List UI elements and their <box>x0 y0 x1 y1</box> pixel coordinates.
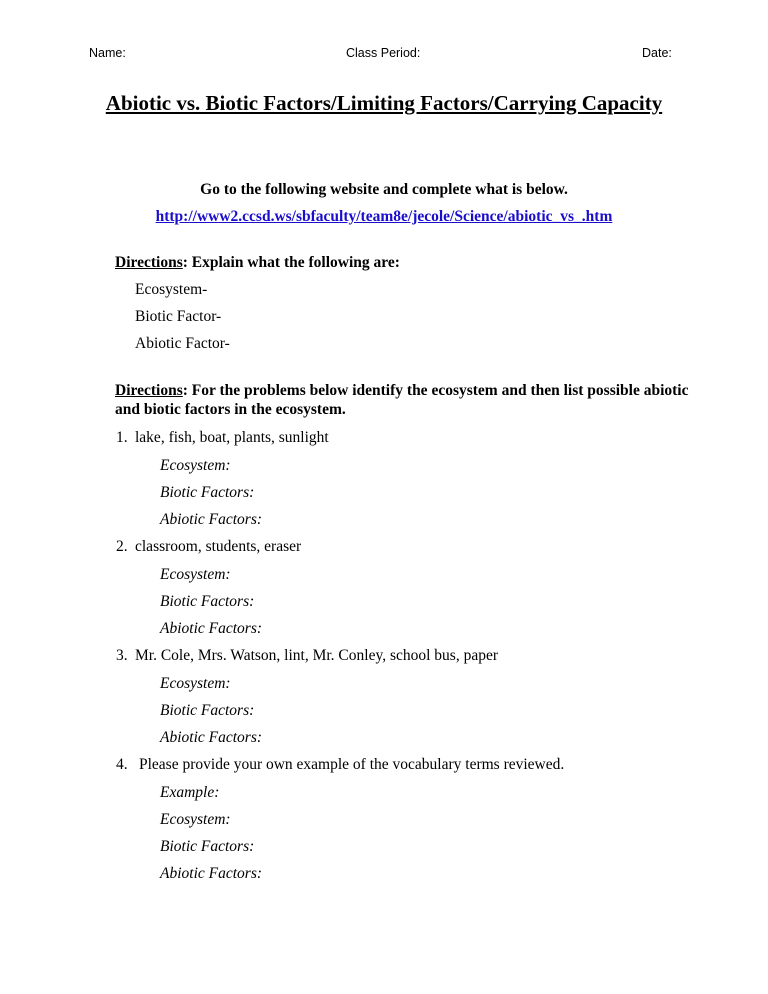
problem-text: Please provide your own example of the vocabulary terms reviewed. <box>139 756 565 773</box>
answer-field-label: Abiotic Factors: <box>160 511 263 528</box>
website-link[interactable]: http://www2.ccsd.ws/sbfaculty/team8e/jecole/Science/abiotic_vs_.htm <box>155 208 613 225</box>
answer-field-label: Biotic Factors: <box>160 702 255 719</box>
answer-field-label: Ecosystem: <box>160 566 231 583</box>
answer-field-label: Abiotic Factors: <box>160 729 263 746</box>
directions-text-2: and biotic factors in the ecosystem. <box>115 401 346 418</box>
problem-text: classroom, students, eraser <box>135 538 302 555</box>
class-period-label: Class Period: <box>346 46 421 60</box>
problem-number: 1. <box>116 429 128 446</box>
directions-label: Directions <box>115 382 183 399</box>
directions-2 <box>115 382 689 400</box>
page-title-text: Abiotic vs. Biotic Factors/Limiting Factors/Carrying Capacity <box>105 91 663 115</box>
problem-number: 4. <box>116 756 128 773</box>
problem-text: lake, fish, boat, plants, sunlight <box>135 429 329 446</box>
answer-field-label: Ecosystem: <box>160 457 231 474</box>
answer-field-label: Example: <box>160 784 220 801</box>
answer-field-label: Abiotic Factors: <box>160 620 263 637</box>
instruction: Go to the following website and complete what is below. <box>200 181 568 198</box>
term-abiotic: Abiotic Factor- <box>135 335 230 352</box>
answer-field-label: Biotic Factors: <box>160 593 255 610</box>
term-biotic: Biotic Factor- <box>135 308 222 325</box>
answer-field-label: Abiotic Factors: <box>160 865 263 882</box>
directions-label: Directions <box>115 254 183 271</box>
answer-field-label: Ecosystem: <box>160 675 231 692</box>
page-title <box>0 91 768 115</box>
directions-1 <box>115 254 400 272</box>
date-label: Date: <box>642 46 672 60</box>
website-link-row <box>0 208 768 226</box>
answer-field-label: Biotic Factors: <box>160 838 255 855</box>
problem-text: Mr. Cole, Mrs. Watson, lint, Mr. Conley, school bus, paper <box>135 647 498 664</box>
problem-number: 2. <box>116 538 128 555</box>
directions-text: : For the problems below identify the ecosystem and then list possible abiotic <box>182 382 689 399</box>
term-ecosystem: Ecosystem- <box>135 281 208 298</box>
problem-number: 3. <box>116 647 128 664</box>
answer-field-label: Ecosystem: <box>160 811 231 828</box>
directions-text: : Explain what the following are: <box>182 254 400 271</box>
answer-field-label: Biotic Factors: <box>160 484 255 501</box>
name-label: Name: <box>89 46 126 60</box>
